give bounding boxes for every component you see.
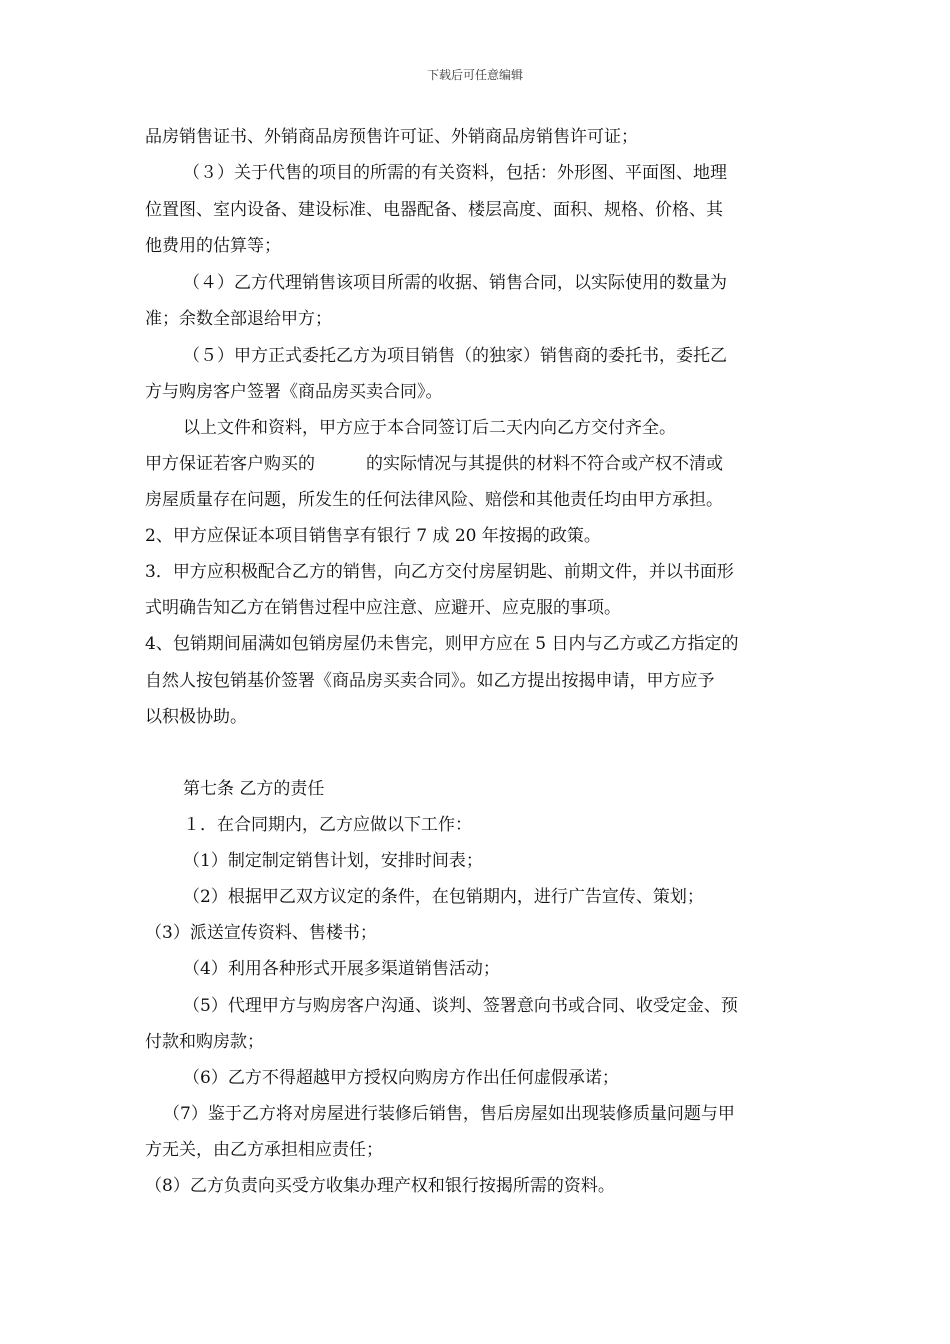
text-line: （8）乙方负责向买受方收集办理产权和银行按揭所需的资料。 bbox=[145, 1176, 615, 1196]
text-line: （4）利用各种形式开展多渠道销售活动； bbox=[183, 959, 500, 979]
text-line: 2、甲方应保证本项目销售享有银行 7 成 20 年按揭的政策。 bbox=[145, 526, 601, 546]
text-line: 准；余数全部退给甲方； bbox=[145, 309, 332, 329]
text-line: （４）乙方代理销售该项目所需的收据、销售合同，以实际使用的数量为 bbox=[183, 273, 727, 293]
text-line: 4、包销期间届满如包销房屋仍未售完，则甲方应在 5 日内与乙方或乙方指定的 bbox=[145, 634, 739, 654]
text-line: 房屋质量存在问题，所发生的任何法律风险、赔偿和其他责任均由甲方承担。 bbox=[145, 490, 723, 510]
text-line: （1）制定制定销售计划，安排时间表； bbox=[183, 851, 483, 871]
text-line: （5）代理甲方与购房客户沟通、谈判、签署意向书或合同、收受定金、预 bbox=[183, 996, 738, 1016]
text-line: 以积极协助。 bbox=[145, 707, 247, 727]
text-line: 式明确告知乙方在销售过程中应注意、应避开、应克服的事项。 bbox=[145, 598, 621, 618]
text-line: 方无关，由乙方承担相应责任； bbox=[145, 1140, 383, 1160]
text-line: 他费用的估算等； bbox=[145, 236, 281, 256]
text-line: 甲方保证若客户购买的 的实际情况与其提供的材料不符合或产权不清或 bbox=[145, 454, 723, 474]
section-heading: 第七条 乙方的责任 bbox=[183, 779, 325, 799]
text-line: （５）甲方正式委托乙方为项目销售（的独家）销售商的委托书，委托乙 bbox=[183, 346, 727, 366]
page-header: 下载后可任意编辑 bbox=[426, 68, 523, 82]
text-line: 以上文件和资料，甲方应于本合同签订后二天内向乙方交付齐全。 bbox=[183, 418, 676, 438]
text-line: （３）关于代售的项目的所需的有关资料，包括：外形图、平面图、地理 bbox=[183, 163, 727, 183]
text-line: （3）派送宣传资料、售楼书； bbox=[145, 923, 377, 943]
text-line: 品房销售证书、外销商品房预售许可证、外销商品房销售许可证； bbox=[145, 127, 638, 147]
text-line: 自然人按包销基价签署《商品房买卖合同》。如乙方提出按揭申请，甲方应予 bbox=[145, 671, 715, 691]
text-line: 3．甲方应积极配合乙方的销售，向乙方交付房屋钥匙、前期文件，并以书面形 bbox=[145, 562, 734, 582]
text-line: （6）乙方不得超越甲方授权向购房方作出任何虚假承诺； bbox=[183, 1068, 619, 1088]
text-line: １．在合同期内，乙方应做以下工作： bbox=[183, 815, 472, 835]
text-line: 方与购房客户签署《商品房买卖合同》。 bbox=[145, 382, 443, 402]
text-line: 位置图、室内设备、建设标准、电器配备、楼层高度、面积、规格、价格、其 bbox=[145, 200, 723, 220]
text-line: （2）根据甲乙双方议定的条件，在包销期内，进行广告宣传、策划； bbox=[183, 887, 704, 907]
text-line: 付款和购房款； bbox=[145, 1032, 264, 1052]
text-line: （7）鉴于乙方将对房屋进行装修后销售，售后房屋如出现装修质量问题与甲 bbox=[163, 1104, 735, 1124]
